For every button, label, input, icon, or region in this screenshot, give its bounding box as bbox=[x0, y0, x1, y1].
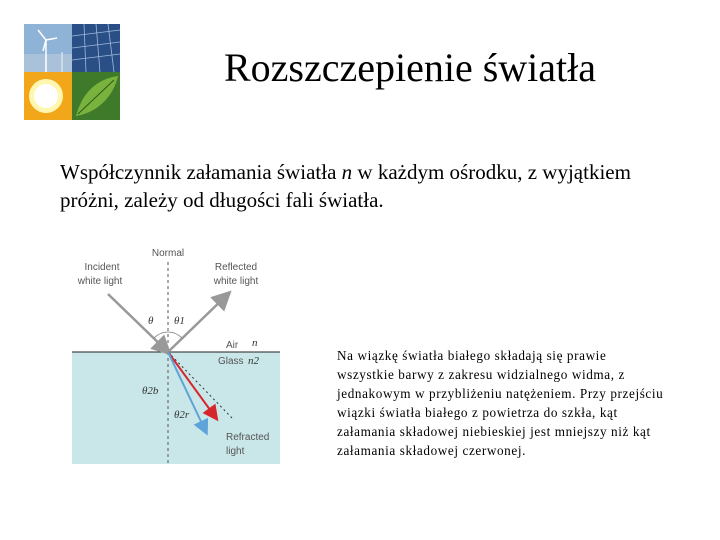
angle-incidence-arc bbox=[154, 332, 168, 338]
renewable-energy-logo bbox=[24, 24, 120, 120]
n-air-label: n bbox=[252, 337, 258, 349]
reflected-label-line1: Reflected bbox=[214, 262, 258, 273]
slide-title: Rozszczepienie światła bbox=[223, 45, 597, 90]
intro-text-start: Współczynnik załamania światła bbox=[60, 160, 342, 184]
refracted-label-line1: Refracted bbox=[226, 432, 270, 443]
theta-label: θ bbox=[148, 315, 154, 327]
incident-label-line2: white light bbox=[77, 276, 123, 287]
theta1-label: θ1 bbox=[174, 315, 185, 327]
refracted-label-line2: light bbox=[226, 446, 245, 457]
refraction-index-symbol: n bbox=[341, 160, 353, 184]
incident-ray bbox=[108, 294, 168, 352]
dispersion-caption: Na wiązkę światła białego składają się prawie wszystkie barwy z zakresu widzialnego widma, z jednakowym w przybliżeniu natężeniem. Przy przejściu wiązki światła białego z powietrza do szkła, kąt załamania składowej niebieskiej jest mniejszy niż kąt załamania składowej czerwonej. bbox=[337, 348, 664, 458]
intro-paragraph bbox=[60, 158, 660, 214]
incident-label-line1: Incident bbox=[84, 262, 120, 273]
n-glass-label: n2 bbox=[248, 355, 259, 367]
intro-text-end: w każdym ośrodku, z wyjątkiem próżni, zależy od długości fali światła. bbox=[60, 160, 631, 212]
air-label: Air bbox=[226, 340, 239, 351]
dispersion-diagram bbox=[60, 242, 280, 470]
reflected-label-line2: white light bbox=[213, 276, 259, 287]
theta2r-label: θ2r bbox=[174, 409, 190, 421]
angle-reflection-arc bbox=[168, 332, 182, 338]
normal-label: Normal bbox=[151, 248, 185, 259]
theta2b-label: θ2b bbox=[142, 385, 159, 397]
glass-label: Glass bbox=[218, 356, 244, 367]
